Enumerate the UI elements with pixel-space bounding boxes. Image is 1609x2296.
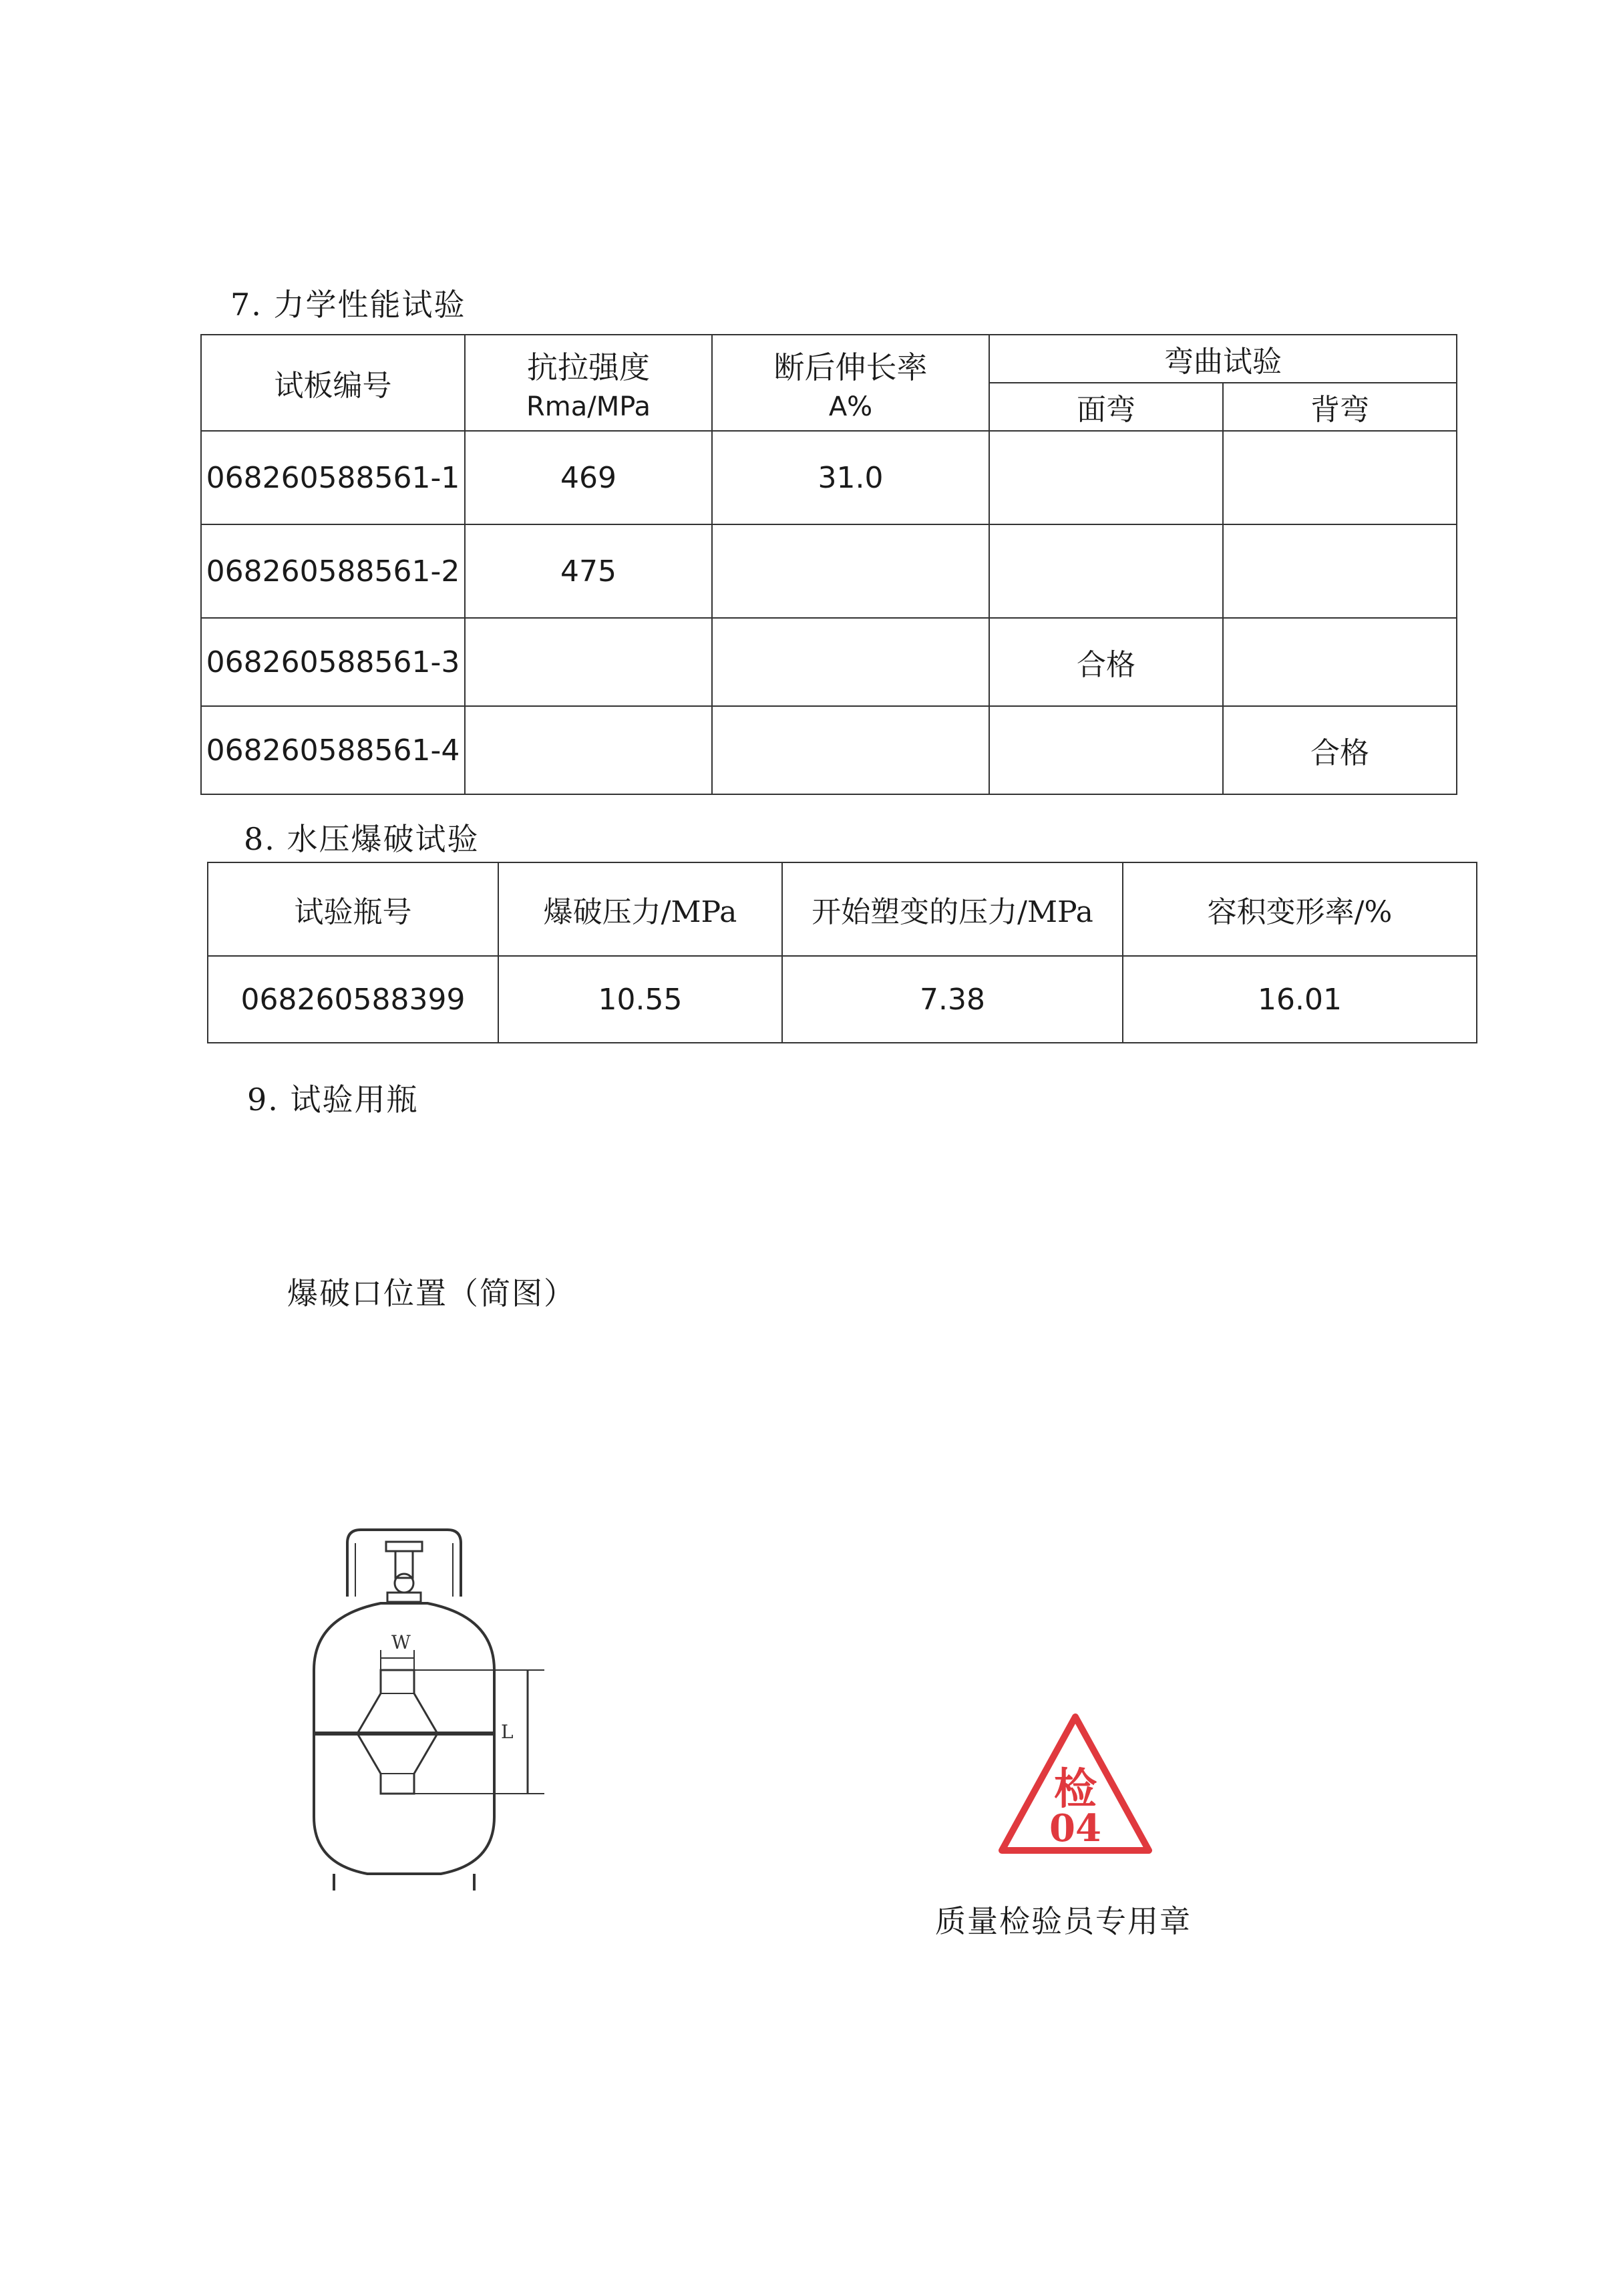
gas-cylinder-diagram xyxy=(307,1516,588,1891)
burst-test-table xyxy=(207,862,1477,1043)
tensile-value xyxy=(465,618,712,706)
header-bottle-id: 试验瓶号 xyxy=(208,862,498,956)
elongation-value: 31.0 xyxy=(712,431,989,524)
face-bend-value: 合格 xyxy=(989,618,1223,706)
header-tensile-label: 抗拉强度 xyxy=(527,349,650,385)
header-bend-test: 弯曲试验 xyxy=(989,335,1457,383)
table-row xyxy=(208,956,1477,1043)
header-elongation-label: 断后伸长率 xyxy=(773,349,928,385)
section9-title: 9. 试验用瓶 xyxy=(247,1082,419,1118)
header-yield-pressure: 开始塑变的压力/MPa xyxy=(782,862,1123,956)
volume-deformation-value: 16.01 xyxy=(1123,956,1477,1043)
stamp-char: 检 xyxy=(1054,1764,1097,1814)
plate-id: 068260588561-3 xyxy=(201,618,465,706)
width-mark: W xyxy=(391,1631,411,1653)
plate-id: 068260588561-2 xyxy=(201,524,465,618)
header-back-bend: 背弯 xyxy=(1223,383,1457,431)
yield-pressure-value: 7.38 xyxy=(782,956,1123,1043)
back-bend-value: 合格 xyxy=(1223,706,1457,794)
table-row xyxy=(201,524,1457,618)
header-tensile-unit: Rma/MPa xyxy=(526,391,651,422)
length-mark: L xyxy=(501,1721,514,1743)
face-bend-value xyxy=(989,431,1223,524)
table-row xyxy=(201,431,1457,524)
plate-id: 068260588561-4 xyxy=(201,706,465,794)
inspector-stamp xyxy=(995,1710,1155,1857)
mechanical-test-table xyxy=(200,334,1457,795)
back-bend-value xyxy=(1223,431,1457,524)
tensile-value: 469 xyxy=(465,431,712,524)
elongation-value xyxy=(712,524,989,618)
tensile-value xyxy=(465,706,712,794)
elongation-value xyxy=(712,618,989,706)
section7-title: 7. 力学性能试验 xyxy=(230,287,466,323)
header-burst-pressure: 爆破压力/MPa xyxy=(498,862,782,956)
header-tensile xyxy=(465,335,712,431)
back-bend-value xyxy=(1223,524,1457,618)
bottle-id: 068260588399 xyxy=(208,956,498,1043)
header-elongation-unit: A% xyxy=(828,391,873,422)
plate-id: 068260588561-1 xyxy=(201,431,465,524)
back-bend-value xyxy=(1223,618,1457,706)
header-face-bend: 面弯 xyxy=(989,383,1223,431)
table-row xyxy=(201,706,1457,794)
table-row xyxy=(201,618,1457,706)
header-plate-id: 试板编号 xyxy=(201,335,465,431)
header-volume-deformation: 容积变形率/% xyxy=(1123,862,1477,956)
face-bend-value xyxy=(989,524,1223,618)
face-bend-value xyxy=(989,706,1223,794)
burst-location-label: 爆破口位置（简图） xyxy=(287,1275,576,1311)
section8-title: 8. 水压爆破试验 xyxy=(244,821,480,857)
elongation-value xyxy=(712,706,989,794)
header-elongation xyxy=(712,335,989,431)
stamp-label: 质量检验员专用章 xyxy=(935,1903,1192,1939)
tensile-value: 475 xyxy=(465,524,712,618)
burst-pressure-value: 10.55 xyxy=(498,956,782,1043)
stamp-number: 04 xyxy=(1049,1806,1101,1850)
